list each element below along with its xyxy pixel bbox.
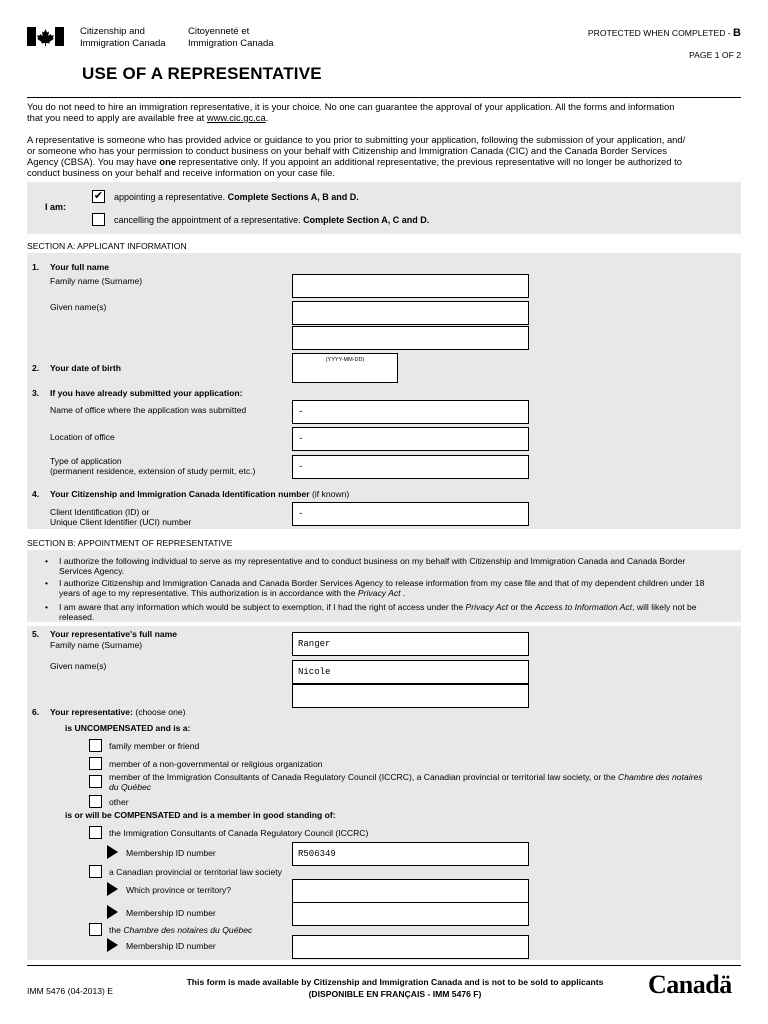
cic-website-link[interactable]: www.cic.gc.ca [206, 112, 266, 123]
office-location-label: Location of office [50, 432, 115, 442]
intro-p2-line1: A representative is someone who has provided advice or guidance to you prior to submitting your application, following the submission of your application, and/ [27, 134, 686, 145]
q1-number: 1. [32, 262, 40, 272]
quebec-ref: du Québec [109, 782, 152, 792]
footer-notice-line2: (DISPONIBLE EN FRANÇAIS - IMM 5476 F) [308, 989, 482, 999]
q4-number: 4. [32, 489, 40, 499]
declaration-3 [59, 602, 739, 622]
other-label: other [109, 797, 129, 807]
dept-en-line1: Citizenship and [80, 26, 145, 37]
rep-given-name-input[interactable]: Nicole [292, 660, 529, 684]
family-friend-checkbox[interactable] [89, 739, 102, 752]
intro-paragraph-1 [27, 101, 741, 123]
rep-given-name-label: Given name(s) [50, 661, 107, 671]
chambre-ref: Chambre des notaires [618, 772, 703, 782]
access-info-act-ref: Access to Information Act [534, 602, 633, 612]
canada-wordmark: Canadä [648, 970, 732, 999]
q4-text: Your Citizenship and Immigration Canada Identification number [50, 489, 310, 499]
rep-family-name-label: Family name (Surname) [50, 640, 143, 650]
q6-label [50, 707, 186, 717]
given-name-label: Given name(s) [50, 302, 107, 312]
cancel-checkbox[interactable] [92, 213, 105, 226]
declaration-2-line2 [59, 588, 739, 598]
intro-paragraph-2 [27, 134, 741, 178]
canada-flag-icon [27, 27, 64, 46]
protected-letter: B [733, 27, 741, 39]
office-name-input[interactable]: - [292, 400, 529, 424]
privacy-act-ref: Privacy Act [357, 588, 401, 598]
declaration-3-text-c: , will likely not be [632, 602, 697, 612]
q4-label [50, 489, 349, 499]
intro-p2-line4: conduct business on your behalf and receive information on your case file. [27, 167, 335, 178]
page-title: USE OF A REPRESENTATIVE [82, 64, 322, 83]
intro-p2-line3-b: representative only. If you appoint an additional representative, the previous representative will no longer be authorized to [176, 156, 682, 167]
client-id-input[interactable]: - [292, 502, 529, 526]
law-society-member-id-input[interactable] [292, 902, 529, 926]
uncompensated-heading: is UNCOMPENSATED and is a: [65, 723, 191, 733]
declaration-3-line1 [59, 602, 739, 612]
law-society-member-id-label: Membership ID number [126, 908, 216, 918]
q2-number: 2. [32, 363, 40, 373]
declaration-2-text: years of age to my representative. This authorization is in accordance with the [59, 588, 358, 598]
chambre-name: Chambre des notaires du Québec [123, 925, 253, 935]
iam-label: I am: [45, 202, 67, 212]
declaration-1 [59, 556, 739, 576]
iccrc-member-id-label: Membership ID number [126, 848, 216, 858]
uncompensated-member-line1 [109, 772, 739, 782]
declaration-2-end: . [400, 588, 406, 598]
given-name-input[interactable] [292, 301, 529, 325]
chambre-checkbox[interactable] [89, 923, 102, 936]
intro-p2-line3-a: Agency (CBSA). You may have [27, 156, 160, 167]
iam-panel [27, 182, 741, 234]
application-type-line1: Type of application [50, 456, 122, 466]
uncompensated-member-text: member of the Immigration Consultants of Canada Regulatory Council (ICCRC), a Canadian provincial or territorial law society, or the [109, 772, 618, 782]
intro-p1-line2 [27, 112, 741, 123]
section-b-title: SECTION B: APPOINTMENT OF REPRESENTATIVE [27, 538, 233, 548]
ngo-checkbox[interactable] [89, 757, 102, 770]
given-name-input-2[interactable] [292, 326, 529, 350]
family-name-label: Family name (Surname) [50, 276, 143, 286]
application-type-label [50, 456, 255, 476]
q5-number: 5. [32, 629, 40, 639]
dept-en-line2: Immigration Canada [80, 38, 166, 49]
intro-p2-line3 [27, 156, 741, 167]
declaration-3-text-a: I am aware that any information which would be subject to exemption, if I had the right of access under the [59, 602, 466, 612]
intro-p1-line1: You do not need to hire an immigration representative, it is your choice. No one can guarantee the approval of your application. All the forms and information [27, 101, 675, 112]
chambre-prefix: the [109, 925, 124, 935]
law-society-label: a Canadian provincial or territorial law society [109, 867, 282, 877]
q6-number: 6. [32, 707, 40, 717]
footer-notice-line1: This form is made available by Citizenship and Immigration Canada and is not to be sold to applicants [186, 977, 604, 987]
header-divider [27, 97, 741, 98]
section-a-title-text: SECTION A: APPLICANT INFORMATION [27, 241, 187, 251]
appoint-checkbox[interactable]: ✔ [93, 190, 104, 202]
province-input[interactable] [292, 879, 529, 903]
bullet-icon: • [45, 556, 49, 566]
q5-label: Your representative's full name [50, 629, 178, 639]
intro-p2-line2: or someone who has your permission to conduct business on your behalf with Citizenship and Immigration Canada (CIC) and the Canada Border Services [27, 145, 667, 156]
uncompensated-member-label [109, 772, 739, 792]
appoint-option-label [114, 192, 359, 202]
office-name-label: Name of office where the application was submitted [50, 405, 247, 415]
arrow-right-icon [107, 845, 118, 859]
province-label: Which province or territory? [126, 885, 232, 895]
chambre-member-id-label: Membership ID number [126, 941, 216, 951]
declaration-3-line2: released. [59, 612, 95, 622]
intro-p2-bold: one [159, 156, 177, 167]
dept-name-fr [188, 26, 274, 50]
chambre-member-id-input[interactable] [292, 935, 529, 959]
q6-text: Your representative: [50, 707, 133, 717]
rep-family-name-input[interactable]: Ranger [292, 632, 529, 656]
declaration-2-line1: I authorize Citizenship and Immigration Canada and Canada Border Services Agency to release information from my case file and that of my dependent children under 18 [59, 578, 705, 588]
law-society-checkbox[interactable] [89, 865, 102, 878]
declaration-1-line1: I authorize the following individual to serve as my representative and to conduct business on my behalf with Citizenship and Immigration Canada and Canada Border [59, 556, 686, 566]
application-type-input[interactable]: - [292, 455, 529, 479]
q2-label: Your date of birth [50, 363, 121, 373]
application-type-line2: (permanent residence, extension of study permit, etc.) [50, 466, 256, 476]
dept-name-en [80, 26, 166, 50]
arrow-right-icon [107, 882, 118, 896]
dob-format-hint: (YYYY-MM-DD) [325, 357, 365, 363]
client-id-label [50, 507, 191, 527]
cancel-instruction: Complete Section A, C and D. [303, 215, 430, 225]
appoint-text: appointing a representative. [114, 192, 228, 202]
protected-text: PROTECTED WHEN COMPLETED - [587, 28, 734, 38]
bullet-icon: • [45, 578, 49, 588]
privacy-act-ref-2: Privacy Act [465, 602, 509, 612]
dob-input[interactable] [292, 353, 398, 383]
rep-given-name-input-2[interactable] [292, 684, 529, 708]
family-name-input[interactable] [292, 274, 529, 298]
protected-label [588, 27, 741, 39]
client-id-line1: Client Identification (ID) or [50, 507, 150, 517]
q3-number: 3. [32, 388, 40, 398]
q3-label: If you have already submitted your application: [50, 388, 243, 398]
q6-hint: (choose one) [132, 707, 186, 717]
arrow-right-icon [107, 938, 118, 952]
footer-divider [27, 965, 741, 966]
dept-fr-line2: Immigration Canada [188, 38, 274, 49]
uncompensated-member-checkbox[interactable] [89, 775, 102, 788]
iccrc-member-id-input[interactable]: R506349 [292, 842, 529, 866]
ngo-label: member of a non-governmental or religious organization [109, 759, 323, 769]
intro-p1-text: that you need to apply are available free at [27, 112, 207, 123]
form-id: IMM 5476 (04-2013) E [27, 986, 113, 996]
client-id-line2: Unique Client Identifier (UCI) number [50, 517, 192, 527]
cancel-option-label [114, 215, 429, 225]
intro-p1-end: . [265, 112, 269, 123]
bullet-icon: • [45, 602, 49, 612]
iccrc-label: the Immigration Consultants of Canada Regulatory Council (ICCRC) [109, 828, 369, 838]
q4-known: (if known) [309, 489, 350, 499]
chambre-label [109, 925, 252, 935]
dept-fr-line1: Citoyenneté et [188, 26, 250, 37]
family-friend-label: family member or friend [109, 741, 200, 751]
page-number: PAGE 1 OF 2 [689, 50, 741, 60]
q1-label: Your full name [50, 262, 110, 272]
section-a-title [27, 241, 187, 251]
declaration-2 [59, 578, 739, 598]
iccrc-checkbox[interactable] [89, 826, 102, 839]
declaration-1-line2: Services Agency. [59, 566, 125, 576]
footer-notice [170, 976, 620, 1000]
arrow-right-icon [107, 905, 118, 919]
compensated-heading: is or will be COMPENSATED and is a member in good standing of: [65, 810, 336, 820]
other-checkbox[interactable] [89, 795, 102, 808]
appoint-instruction: Complete Sections A, B and D. [227, 192, 359, 202]
declaration-3-text-b: or the [508, 602, 535, 612]
office-location-input[interactable]: - [292, 427, 529, 451]
cancel-text: cancelling the appointment of a representative. [114, 215, 304, 225]
